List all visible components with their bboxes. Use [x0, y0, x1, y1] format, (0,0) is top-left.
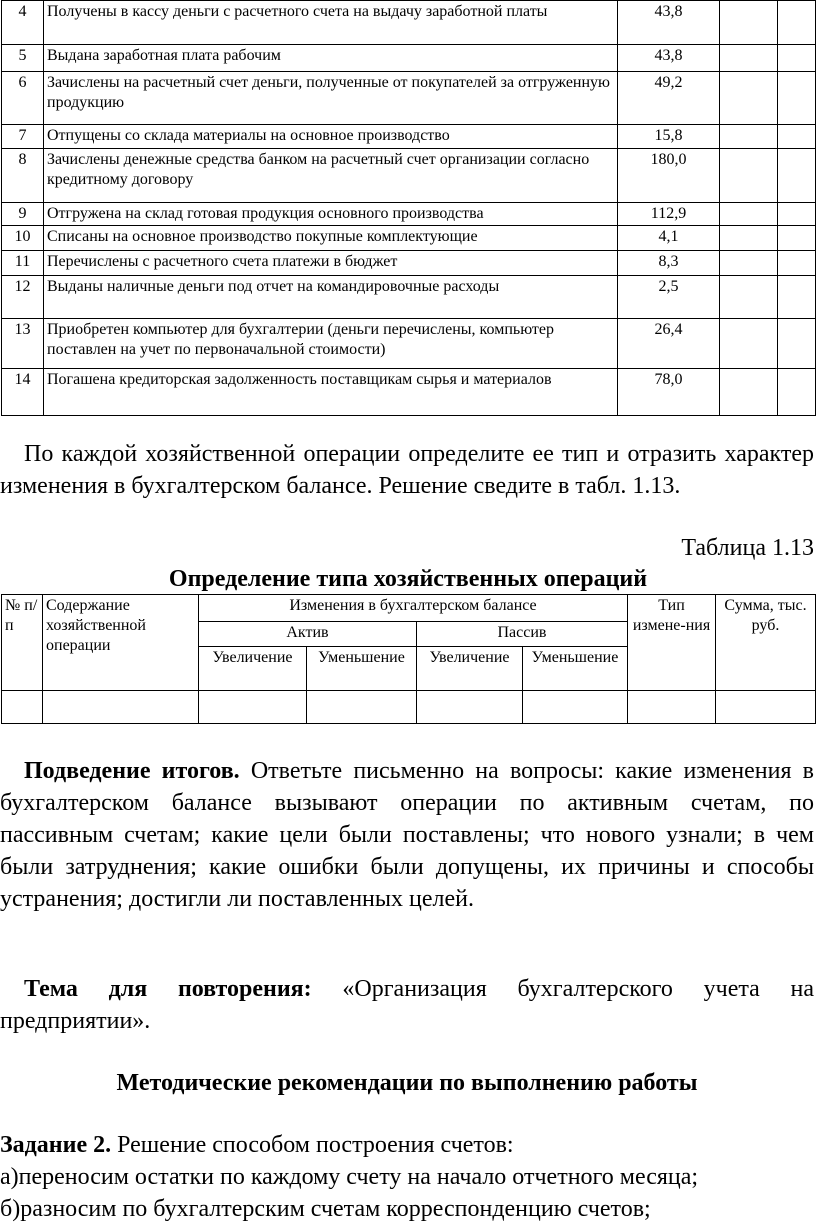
review-text: «Организация бухгалтерского учета на предприятии».	[0, 976, 814, 1034]
operation-number: 13	[2, 319, 44, 369]
task-text: Решение способом построения счетов:	[111, 1132, 514, 1158]
empty-cell	[778, 251, 816, 276]
table-row	[2, 149, 816, 203]
operation-text: Выдана заработная плата рабочим	[44, 45, 618, 72]
operation-sum: 78,0	[618, 369, 720, 416]
table-row	[2, 72, 816, 125]
table-title: Определение типа хозяйственных операций	[168, 566, 648, 592]
header-content: Содержание хозяйственной операции	[43, 595, 199, 691]
header-liability-decrease: Уменьшение	[523, 647, 628, 691]
empty-cell	[720, 149, 778, 203]
task-label: Задание 2.	[0, 1132, 112, 1158]
header-type: Тип измене-ния	[628, 595, 716, 691]
operation-number: 5	[2, 45, 44, 72]
empty-cell	[720, 45, 778, 72]
header-liability: Пассив	[417, 622, 628, 647]
operation-sum: 15,8	[618, 125, 720, 149]
operation-number: 14	[2, 369, 44, 416]
table-row	[2, 125, 816, 149]
empty-cell	[720, 276, 778, 319]
empty-cell	[778, 1, 816, 45]
table-row	[2, 691, 816, 724]
header-asset-decrease: Уменьшение	[307, 647, 417, 691]
empty-cell	[523, 691, 628, 724]
operation-text: Получены в кассу деньги с расчетного счета на выдачу заработной платы	[44, 1, 618, 45]
operation-number: 8	[2, 149, 44, 203]
operation-text: Погашена кредиторская задолженность поставщикам сырья и материалов	[44, 369, 618, 416]
operation-sum: 2,5	[618, 276, 720, 319]
list-text: разносим по бухгалтерским счетам корреспонденцию счетов;	[20, 1196, 651, 1222]
operation-text: Зачислены денежные средства банком на расчетный счет организации согласно кредитному договору	[44, 149, 618, 203]
operation-number: 10	[2, 226, 44, 251]
header-asset-increase: Увеличение	[199, 647, 307, 691]
table-header-row	[2, 595, 816, 622]
operation-number: 4	[2, 1, 44, 45]
operation-text: Перечислены с расчетного счета платежи в бюджет	[44, 251, 618, 276]
empty-cell	[778, 125, 816, 149]
task-paragraph	[0, 1129, 814, 1161]
empty-cell	[199, 691, 307, 724]
operation-sum: 49,2	[618, 72, 720, 125]
list-item	[0, 1193, 651, 1225]
empty-cell	[778, 319, 816, 369]
empty-cell	[778, 72, 816, 125]
table-row	[2, 276, 816, 319]
empty-cell	[2, 691, 43, 724]
list-item	[0, 1161, 698, 1193]
review-paragraph	[0, 973, 814, 1037]
empty-cell	[628, 691, 716, 724]
operation-number: 12	[2, 276, 44, 319]
list-marker: а)	[0, 1164, 19, 1190]
operation-sum: 43,8	[618, 45, 720, 72]
operation-sum: 26,4	[618, 319, 720, 369]
instruction-paragraph: По каждой хозяйственной операции определите ее тип и отразить характер изменения в бухгалтерском балансе. Решение сведите в табл. 1.13.	[0, 441, 814, 499]
empty-cell	[778, 203, 816, 226]
header-liability-increase: Увеличение	[417, 647, 523, 691]
operation-text: Выданы наличные деньги под отчет на командировочные расходы	[44, 276, 618, 319]
operations-table	[1, 0, 816, 416]
empty-cell	[720, 203, 778, 226]
table-label: Таблица 1.13	[681, 535, 814, 561]
empty-cell	[720, 226, 778, 251]
summary-label: Подведение итогов.	[24, 758, 240, 784]
empty-cell	[720, 72, 778, 125]
list-text: переносим остатки по каждому счету на начало отчетного месяца;	[18, 1164, 699, 1190]
empty-cell	[417, 691, 523, 724]
table-row	[2, 226, 816, 251]
header-sum: Сумма, тыс. руб.	[716, 595, 816, 691]
empty-cell	[307, 691, 417, 724]
list-marker: б)	[0, 1196, 21, 1222]
operation-text: Отгружена на склад готовая продукция основного производства	[44, 203, 618, 226]
operation-number: 7	[2, 125, 44, 149]
table-row	[2, 45, 816, 72]
empty-cell	[716, 691, 816, 724]
table-row	[2, 203, 816, 226]
operation-sum: 180,0	[618, 149, 720, 203]
empty-cell	[778, 45, 816, 72]
empty-cell	[778, 149, 816, 203]
summary-paragraph	[0, 755, 814, 915]
operation-sum: 43,8	[618, 1, 720, 45]
table-row	[2, 319, 816, 369]
empty-cell	[720, 125, 778, 149]
method-heading: Методические рекомендации по выполнению работы	[116, 1070, 698, 1096]
operation-text: Отпущены со склада материалы на основное производство	[44, 125, 618, 149]
operation-number: 6	[2, 72, 44, 125]
operation-number: 11	[2, 251, 44, 276]
empty-cell	[720, 369, 778, 416]
operation-sum: 8,3	[618, 251, 720, 276]
operation-sum: 4,1	[618, 226, 720, 251]
review-label: Тема для повторения:	[24, 976, 312, 1002]
operation-text: Списаны на основное производство покупные комплектующие	[44, 226, 618, 251]
operation-text: Приобретен компьютер для бухгалтерии (деньги перечислены, компьютер поставлен на учет по первоначальной стоимости)	[44, 319, 618, 369]
table-row	[2, 369, 816, 416]
empty-cell	[778, 226, 816, 251]
summary-text: Ответьте письменно на вопросы: какие изменения в бухгалтерском балансе вызывают операции по активным счетам, по пассивным счетам; какие цели были поставлены; что нового узнали; в чем были затруднения; какие ошибки были допущены, их причины и способы устранения; достигли ли поставленных целей.	[0, 758, 815, 912]
table-row	[2, 1, 816, 45]
header-balance-changes: Изменения в бухгалтерском балансе	[199, 595, 628, 622]
operation-number: 9	[2, 203, 44, 226]
header-asset: Актив	[199, 622, 417, 647]
empty-cell	[720, 319, 778, 369]
table-row	[2, 251, 816, 276]
empty-cell	[778, 276, 816, 319]
empty-cell	[720, 251, 778, 276]
empty-cell	[43, 691, 199, 724]
empty-cell	[778, 369, 816, 416]
operation-sum: 112,9	[618, 203, 720, 226]
header-number: № п/п	[2, 595, 43, 691]
operation-types-table	[1, 594, 816, 724]
empty-cell	[720, 1, 778, 45]
operation-text: Зачислены на расчетный счет деньги, полученные от покупателей за отгруженную продукцию	[44, 72, 618, 125]
